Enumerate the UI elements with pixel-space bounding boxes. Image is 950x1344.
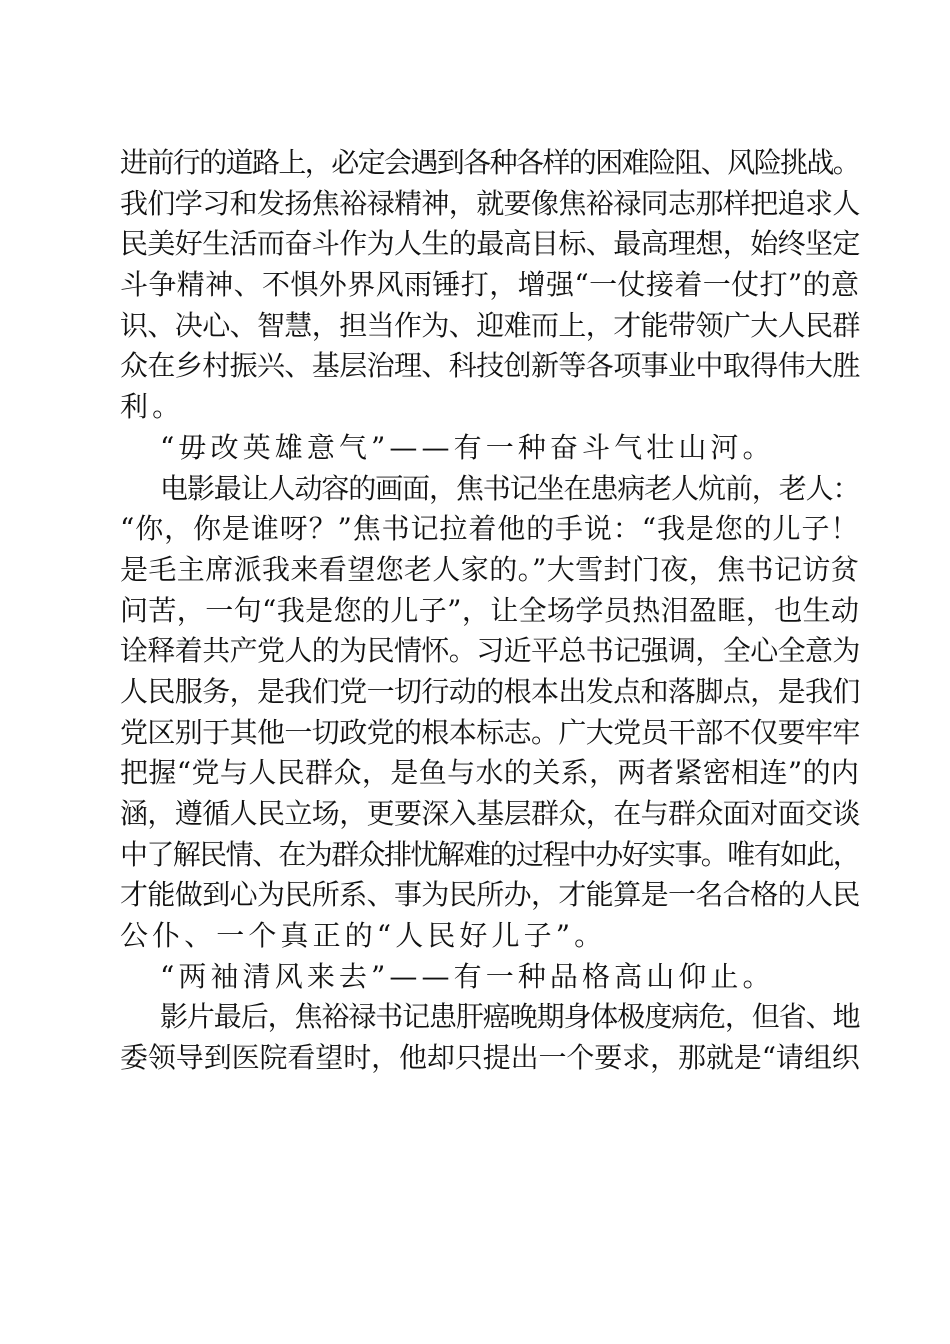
section-heading-1: “毋改英雄意气”——有一种奋斗气壮山河。 (160, 430, 775, 464)
text-line-17: 涵，遵循人民立场，更要深入基层群众，在与群众面对面交谈 (120, 797, 860, 830)
text-line-15: 党区别于其他一切政党的根本标志。广大党员干部不仅要牢牢 (120, 715, 860, 749)
text-line-12: 问苦，一句“我是您的儿子”，让全场学员热泪盈眶，也生动 (120, 593, 860, 627)
document-body (120, 143, 860, 1079)
text-line-22: 影片最后，焦裕禄书记患肝癌晚期身体极度病危，但省、地 (160, 1000, 860, 1034)
text-line-10: “你，你是谁呀？”焦书记拉着他的手说：“我是您的儿子！ (120, 512, 860, 546)
text-line-13: 诠释着共产党人的为民情怀。习近平总书记强调，全心全意为 (120, 634, 860, 668)
text-line-1: 进前行的道路上，必定会遇到各种各样的困难险阻、风险挑战。 (120, 146, 860, 179)
text-line-16: 把握“党与人民群众，是鱼与水的关系，两者紧密相连”的内 (120, 756, 860, 790)
text-line-23: 委领导到医院看望时，他却只提出一个要求，那就是“请组织 (120, 1041, 860, 1075)
text-line-20: 公仆、一个真正的“人民好儿子”。 (120, 919, 607, 953)
text-line-11: 是毛主席派我来看望您老人家的。”大雪封门夜，焦书记访贫 (120, 552, 860, 586)
text-line-18: 中了解民情、在为群众排忧解难的过程中办好实事。唯有如此， (120, 837, 860, 871)
text-line-2: 我们学习和发扬焦裕禄精神，就要像焦裕禄同志那样把追求人 (120, 186, 860, 220)
text-line-3: 民美好生活而奋斗作为人生的最高目标、最高理想，始终坚定 (120, 227, 860, 261)
text-line-7: 利。 (120, 390, 185, 424)
text-line-19: 才能做到心为民所系、事为民所办，才能算是一名合格的人民 (120, 878, 860, 912)
text-line-4: 斗争精神、不惧外界风雨锤打，增强“一仗接着一仗打”的意 (120, 268, 860, 302)
section-heading-2: “两袖清风来去”——有一种品格高山仰止。 (160, 959, 775, 993)
text-line-6: 众在乡村振兴、基层治理、科技创新等各项事业中取得伟大胜 (120, 349, 860, 383)
text-line-14: 人民服务，是我们党一切行动的根本出发点和落脚点，是我们 (120, 674, 860, 708)
text-line-9: 电影最让人动容的画面，焦书记坐在患病老人炕前，老人： (160, 471, 860, 505)
text-line-5: 识、决心、智慧，担当作为、迎难而上，才能带领广大人民群 (120, 308, 860, 342)
